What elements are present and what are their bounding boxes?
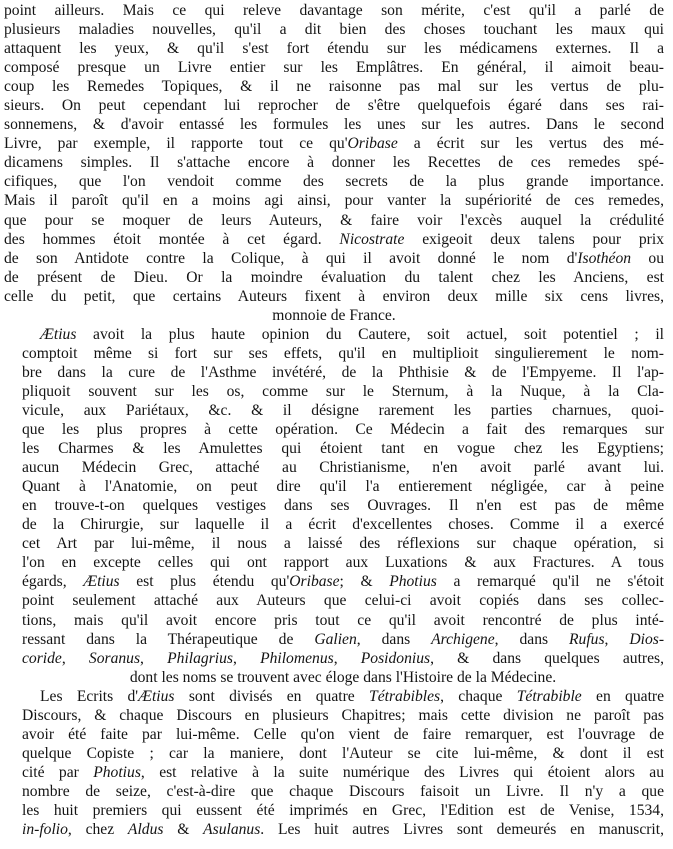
text-line: Livre, par exemple, il rapporte tout ce qu'Oribase a écrit sur les vertus des mé-: [4, 135, 664, 153]
text-line: de présent de Dieu. Or la moindre évaluation du talent chez les Anciens, est: [4, 268, 664, 286]
text-line: cité par Photius, est relative à la suite numérique des Livres qui étoient alors au: [22, 763, 665, 781]
text-line: dont les noms se trouvent avec éloge dans l'Histoire de la Médecine.: [129, 668, 557, 686]
text-line: les Charmes & les Amulettes qui étoient tant en vogue chez les Egyptiens;: [22, 440, 664, 458]
text-line: égards, Ætius est plus étendu qu'Oribase; & Photius a remarqué qu'il ne s'étoit: [22, 573, 664, 591]
text-line: tions, mais qu'il avoit encore pris tout ce qu'il avoit rencontré de plus inté-: [22, 611, 664, 629]
text-line: de son Antidote contre la Colique, à qui il avoit donné le nom d'Isothéon ou: [4, 249, 664, 267]
text-line: nombre de seize, c'est-à-dire que chaque Discours faisoit un Livre. Il n'y a que: [22, 782, 664, 800]
text-line: dicamens simples. Il s'attache encore à donner les Recettes de ces remedes spé-: [4, 154, 664, 172]
text-line: cet Art par lui-même, il nous a laissé des réflexions sur chaque opération, si: [22, 535, 664, 553]
text-line: comptoit même si fort sur ses effets, qu'il en multiplioit singulierement le nom-: [22, 344, 664, 362]
text-line: vicule, aux Pariétaux, &c. & il désigne rarement les parties charnues, quoi-: [22, 401, 664, 419]
text-line: en trouve-t-on quelques vestiges dans ses Ouvrages. Il n'en est pas de même: [22, 497, 664, 515]
text-line: pliquoit souvent sur les os, comme sur le Sternum, à la Nuque, à la Cla-: [22, 382, 664, 400]
text-line: ressant dans la Thérapeutique de Galien, dans Archigene, dans Rufus, Dios-: [22, 630, 665, 648]
text-line: Discours, & chaque Discours en plusieurs Chapitres; mais cette division ne paroît pas: [22, 706, 664, 724]
paragraph: [4, 687, 664, 839]
text-line: Ætius avoit la plus haute opinion du Cautere, soit actuel, soit potentiel ; il: [40, 325, 664, 343]
text-line: sieurs. On peut cependant lui reprocher de s'être quelquefois égaré dans ses rai-: [4, 97, 664, 115]
text-line: aucun Médecin Grec, attaché au Christianisme, n'en avoit parlé avant lui.: [22, 459, 664, 477]
paragraph: [4, 325, 664, 687]
text-line: coride, Soranus, Philagrius, Philomenus, Posidonius, & dans quelques autres,: [22, 649, 664, 667]
text-line: avoir été faite par lui-même. Celle qu'on vient de faire remarquer, est l'ouvrage de: [22, 725, 664, 743]
text-line: Mais il paroît qu'il en a moins agi ainsi, pour vanter la supériorité de ces remedes,: [4, 192, 664, 210]
text-line: monnoie de France.: [272, 306, 396, 324]
text-line: composé presque un Livre entier sur les Emplâtres. En général, il aimoit beau-: [4, 59, 664, 77]
paragraph: [4, 1, 664, 325]
text-line: coup les Remedes Topiques, & il ne raisonne pas mal sur les vertus de plu-: [4, 78, 664, 96]
text-line: Quant à l'Anatomie, on peut dire qu'il l'a entierement négligée, car à peine: [22, 478, 664, 496]
text-line: point ailleurs. Mais ce qui releve davantage son mérite, c'est qu'il a parlé de: [4, 2, 664, 19]
text-line: les huit premiers qui eussent été imprimés en Grec, l'Edition est de Venise, 1534,: [22, 801, 664, 819]
text-line: quelque Copiste ; car la maniere, dont l'Auteur se cite lui-même, & dont il est: [22, 744, 664, 762]
text-line: celle du petit, que certains Auteurs fixent à environ deux mille six cens livres,: [4, 287, 664, 305]
text-line: Les Ecrits d'Ætius sont divisés en quatre Tétrabibles, chaque Tétrabible en quatre: [40, 687, 665, 705]
text-line: bre dans la cure de l'Asthme invétéré, de la Phthisie & de l'Empyeme. Il l'ap-: [22, 363, 664, 381]
text-line: l'on en excepte celles qui ont rapport aux Luxations & aux Fractures. A tous: [22, 554, 664, 572]
text-line: cifiques, que l'on vendoit comme des secrets de la plus grande importance.: [4, 173, 664, 191]
text-line: plusieurs maladies nouvelles, qu'il a dit bien des choses touchant les maux qui: [4, 21, 664, 39]
text-line: que les plus propres à cette opération. Ce Médecin a fait des remarques sur: [22, 421, 664, 439]
text-line: attaquent les yeux, & qu'il s'est fort étendu sur les médicamens externes. Il a: [4, 40, 664, 58]
text-line: point seulement attaché aux Auteurs que celui-ci avoit copiés dans ses collec-: [22, 592, 664, 610]
text-line: que pour se moquer de leurs Auteurs, & faire voir l'excès auquel la crédulité: [4, 211, 664, 229]
text-line: in-folio, chez Aldus & Asulanus. Les huit autres Livres sont demeurés en manuscrit,: [22, 821, 664, 839]
text-line: de la Chirurgie, sur laquelle il a écrit d'excellentes choses. Comme il a exercé: [22, 516, 664, 534]
text-line: des hommes étoit montée à cet égard. Nicostrate exigeoit deux talens pour prix: [4, 230, 664, 248]
text-line: sonnemens, & d'avoir entassé les formules les unes sur les autres. Dans le second: [4, 116, 664, 134]
